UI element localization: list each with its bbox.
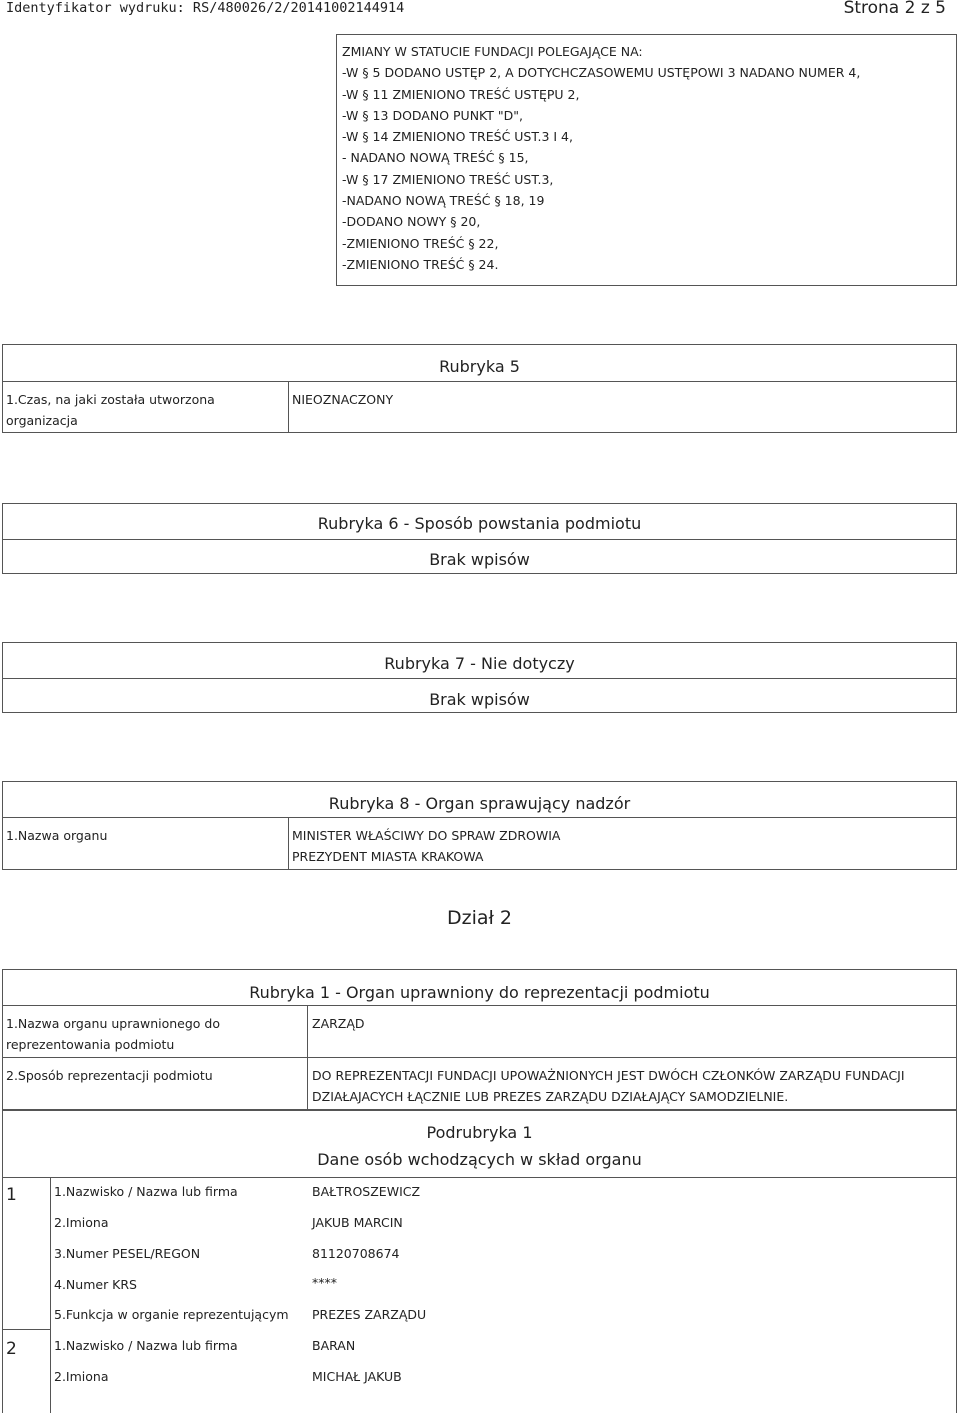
person-field-value: PREZES ZARZĄDU bbox=[312, 1307, 427, 1322]
rubryka8-value-2: PREZYDENT MIASTA KRAKOWA bbox=[292, 849, 484, 864]
person-field-label: 1.Nazwisko / Nazwa lub firma bbox=[54, 1338, 238, 1353]
changes-line: -W § 13 DODANO PUNKT "D", bbox=[342, 107, 523, 123]
person-number: 1 bbox=[6, 1185, 17, 1205]
rubryka8-title: Rubryka 8 - Organ sprawujący nadzór bbox=[328, 794, 631, 813]
person-field-label: 2.Imiona bbox=[54, 1369, 109, 1384]
person-field-label: 5.Funkcja w organie reprezentującym bbox=[54, 1307, 289, 1322]
changes-line: -W § 17 ZMIENIONO TREŚĆ UST.3, bbox=[342, 171, 554, 187]
dzial2-title: Dział 2 bbox=[446, 907, 513, 929]
podrubryka1-subtitle: Dane osób wchodzących w skład organu bbox=[317, 1150, 642, 1169]
rubryka6-title: Rubryka 6 - Sposób powstania podmiotu bbox=[317, 514, 642, 533]
rubryka8-value-1: MINISTER WŁAŚCIWY DO SPRAW ZDROWIA bbox=[292, 828, 561, 843]
changes-line: -ZMIENIONO TREŚĆ § 22, bbox=[342, 235, 499, 251]
rubryka8-label: 1.Nazwa organu bbox=[6, 828, 108, 843]
changes-line: -DODANO NOWY § 20, bbox=[342, 214, 481, 230]
person-field-label: 4.Numer KRS bbox=[54, 1277, 137, 1292]
changes-line: -W § 5 DODANO USTĘP 2, A DOTYCHCZASOWEMU USTĘPOWI 3 NADANO NUMER 4, bbox=[342, 65, 861, 81]
statute-changes-box bbox=[336, 34, 957, 286]
podrubryka1-title: Podrubryka 1 bbox=[426, 1123, 533, 1142]
rubryka5-value: NIEOZNACZONY bbox=[292, 392, 394, 407]
dzial2-rubryka1-value2: DO REPREZENTACJI FUNDACJI UPOWAŻNIONYCH JEST DWÓCH CZŁONKÓW ZARZĄDU FUNDACJI DZIAŁAJACYCH ŁĄCZNIE LUB PREZES ZARZĄDU DZIAŁAJĄCY SAMODZIELNIE. bbox=[312, 1068, 905, 1104]
changes-line: -W § 11 ZMIENIONO TREŚĆ USTĘPU 2, bbox=[342, 86, 580, 102]
person-field-label: 2.Imiona bbox=[54, 1215, 109, 1230]
changes-line: ZMIANY W STATUCIE FUNDACJI POLEGAJĄCE NA: bbox=[342, 44, 643, 59]
rubryka6-empty: Brak wpisów bbox=[429, 550, 530, 569]
changes-line: -ZMIENIONO TREŚĆ § 24. bbox=[342, 256, 499, 272]
dzial2-rubryka1-value1: ZARZĄD bbox=[312, 1016, 365, 1031]
person-field-value: JAKUB MARCIN bbox=[312, 1215, 403, 1230]
person-field-label: 3.Numer PESEL/REGON bbox=[54, 1246, 201, 1261]
dzial2-rubryka1-title: Rubryka 1 - Organ uprawniony do reprezentacji podmiotu bbox=[249, 983, 710, 1002]
page-number: Strona 2 z 5 bbox=[843, 0, 946, 18]
dzial2-rubryka1-label2: 2.Sposób reprezentacji podmiotu bbox=[6, 1068, 213, 1083]
person-field-value: BAŁTROSZEWICZ bbox=[312, 1184, 421, 1199]
rubryka7-title: Rubryka 7 - Nie dotyczy bbox=[384, 654, 575, 673]
rubryka5-title: Rubryka 5 bbox=[439, 357, 520, 376]
rubryka7-empty: Brak wpisów bbox=[429, 690, 530, 709]
changes-line: - NADANO NOWĄ TREŚĆ § 15, bbox=[342, 150, 529, 166]
person-number: 2 bbox=[6, 1339, 17, 1359]
dzial2-rubryka1-label1: 1.Nazwa organu uprawnionego do reprezentowania podmiotu bbox=[6, 1016, 221, 1052]
person-field-value: BARAN bbox=[312, 1338, 356, 1353]
rubryka5-label: 1.Czas, na jaki została utworzona organizacja bbox=[6, 392, 215, 428]
person-field-value: 81120708674 bbox=[312, 1246, 400, 1261]
changes-line: -NADANO NOWĄ TREŚĆ § 18, 19 bbox=[342, 193, 545, 209]
person-field-value: MICHAŁ JAKUB bbox=[312, 1369, 402, 1384]
person-field-label: 1.Nazwisko / Nazwa lub firma bbox=[54, 1184, 238, 1199]
changes-line: -W § 14 ZMIENIONO TREŚĆ UST.3 I 4, bbox=[342, 129, 573, 145]
print-identifier: Identyfikator wydruku: RS/480026/2/20141002144914 bbox=[6, 0, 405, 16]
person-field-value: **** bbox=[312, 1275, 337, 1290]
